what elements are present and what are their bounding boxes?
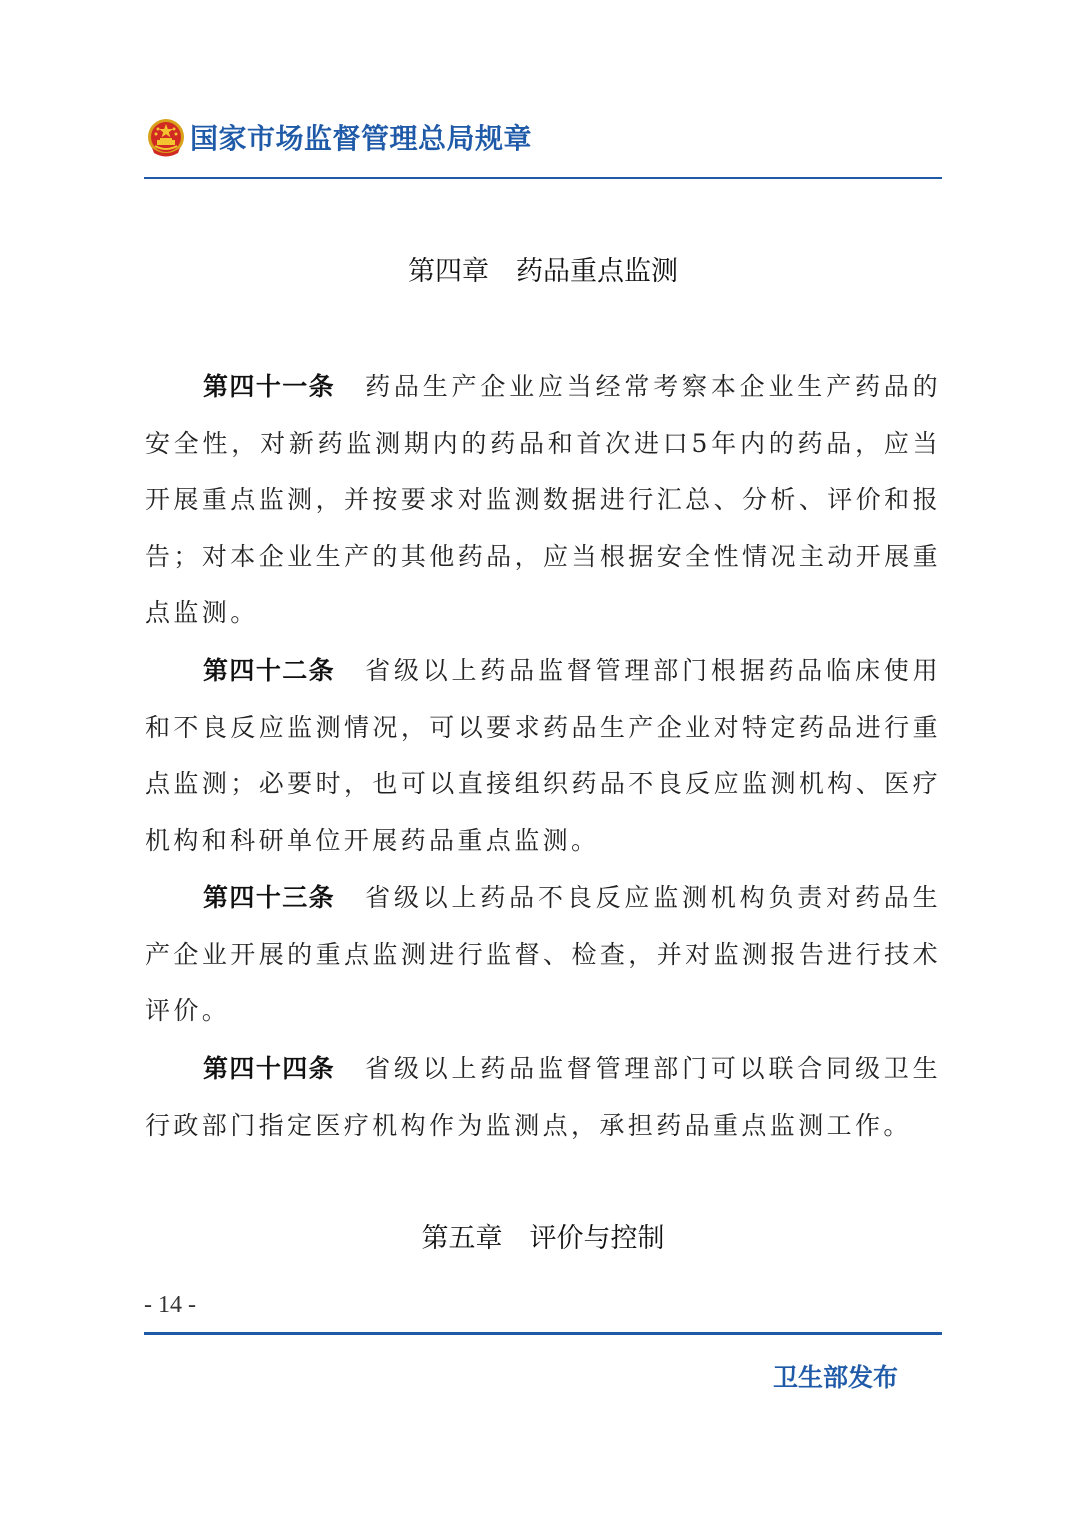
article-43	[145, 870, 941, 1040]
header-title: 国家市场监督管理总局规章	[190, 122, 533, 155]
chapter-title: 第五章 评价与控制	[421, 1223, 665, 1254]
article-44	[145, 1041, 941, 1154]
article-number: 第四十四条	[203, 1054, 336, 1083]
footer-publisher: 卫生部发布	[772, 1363, 898, 1392]
page-header	[144, 112, 942, 178]
article-text: 省级以上药品监督管理部门可以联合同级卫生行政部门指定医疗机构作为监测点，承担药品重点监测工作。	[145, 1054, 941, 1140]
page-number: - 14 -	[144, 1292, 196, 1318]
header-divider	[144, 177, 942, 179]
article-number: 第四十三条	[203, 883, 336, 912]
national-emblem-icon	[146, 118, 186, 160]
footer-divider	[144, 1332, 942, 1335]
article-41	[145, 359, 941, 642]
chapter-title: 第四章 药品重点监测	[408, 256, 678, 287]
article-text: 省级以上药品监督管理部门根据药品临床使用和不良反应监测情况，可以要求药品生产企业对特定药品进行重点监测；必要时，也可以直接组织药品不良反应监测机构、医疗机构和科研单位开展药品重点监测。	[145, 656, 941, 855]
article-number: 第四十一条	[203, 372, 336, 401]
article-number: 第四十二条	[203, 656, 336, 685]
article-42	[145, 643, 941, 869]
article-text: 药品生产企业应当经常考察本企业生产药品的安全性，对新药监测期内的药品和首次进口5年内的药品，应当开展重点监测，并按要求对监测数据进行汇总、分析、评价和报告；对本企业生产的其他药品，应当根据安全性情况主动开展重点监测。	[145, 372, 941, 628]
article-text: 省级以上药品不良反应监测机构负责对药品生产企业开展的重点监测进行监督、检查，并对监测报告进行技术评价。	[145, 883, 941, 1026]
